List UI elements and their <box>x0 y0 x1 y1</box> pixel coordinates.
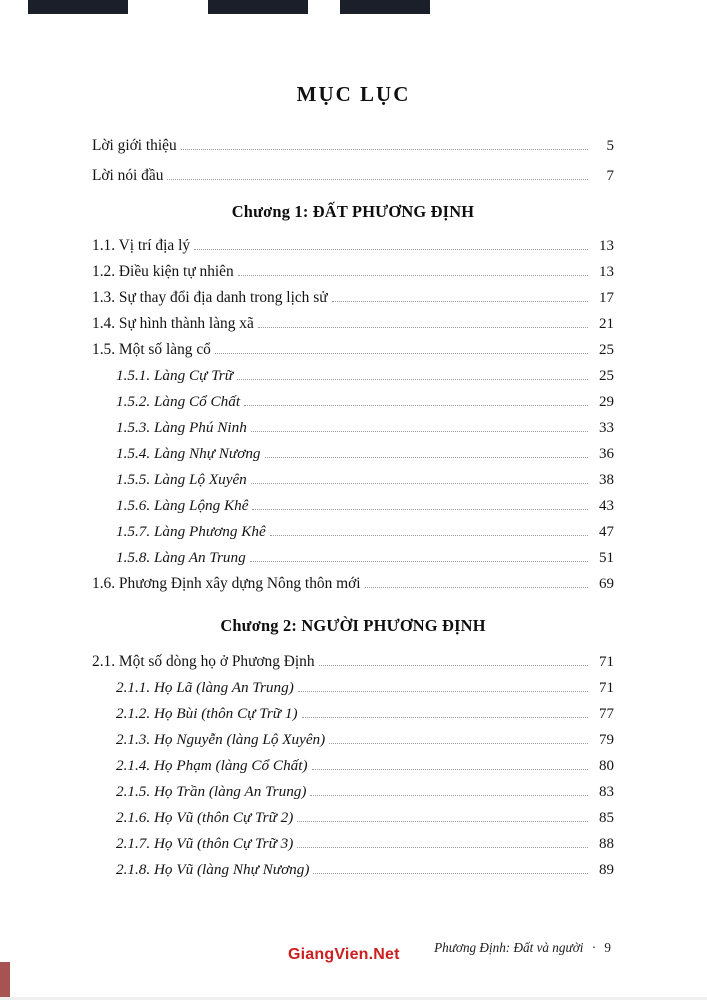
toc-entry-page-number: 13 <box>599 264 614 280</box>
toc-entry[interactable] <box>92 420 614 436</box>
toc-entry[interactable] <box>92 446 614 462</box>
toc-entry-page-number: 21 <box>599 316 614 332</box>
toc-entry[interactable] <box>92 836 614 852</box>
toc-entry-label: 2.1. Một số dòng họ ở Phương Định <box>92 653 315 670</box>
toc-entry[interactable] <box>92 784 614 800</box>
toc-leader-dots <box>310 795 588 796</box>
toc-leader-dots <box>251 483 588 484</box>
toc-entry-label: Lời nói đầu <box>92 167 164 184</box>
toc-leader-dots <box>329 743 588 744</box>
toc-entry-page-number: 88 <box>599 836 614 852</box>
toc-entry-label: 2.1.8. Họ Vũ (làng Nhự Nương) <box>116 861 310 878</box>
toc-entry-label: 1.1. Vị trí địa lý <box>92 237 191 254</box>
toc-entry[interactable] <box>92 394 614 410</box>
toc-entry[interactable] <box>92 316 614 332</box>
toc-entry-label: 1.5.6. Làng Lộng Khê <box>116 497 249 514</box>
toc-entry[interactable] <box>92 524 614 540</box>
toc-entry[interactable] <box>92 290 614 306</box>
toc-entry[interactable] <box>92 680 614 696</box>
toc-entry[interactable] <box>92 168 614 184</box>
toc-leader-dots <box>319 665 588 666</box>
toc-leader-dots <box>258 327 588 328</box>
toc-entry-label: 1.5.8. Làng An Trung <box>116 549 246 566</box>
toc-entry-page-number: 77 <box>599 706 614 722</box>
toc-leader-dots <box>365 587 588 588</box>
toc-entry-page-number: 5 <box>606 138 614 154</box>
toc-entry[interactable] <box>92 576 614 592</box>
toc-entry-page-number: 43 <box>599 498 614 514</box>
toc-entry-page-number: 25 <box>599 342 614 358</box>
toc-leader-dots <box>250 561 588 562</box>
toc-entry-label: 1.6. Phương Định xây dựng Nông thôn mới <box>92 575 361 592</box>
toc-entry-label: 1.5.5. Làng Lộ Xuyên <box>116 471 247 488</box>
toc-entry-page-number: 80 <box>599 758 614 774</box>
toc-entry[interactable] <box>92 264 614 280</box>
toc-entry[interactable] <box>92 810 614 826</box>
toc-entry[interactable] <box>92 862 614 878</box>
toc-entry-page-number: 71 <box>599 680 614 696</box>
toc-leader-dots <box>244 405 588 406</box>
toc-leader-dots <box>251 431 588 432</box>
toc-entry-page-number: 79 <box>599 732 614 748</box>
toc-entry[interactable] <box>92 238 614 254</box>
toc-entry-page-number: 85 <box>599 810 614 826</box>
toc-entry[interactable] <box>92 342 614 358</box>
toc-leader-dots <box>237 379 588 380</box>
toc-leader-dots <box>252 509 588 510</box>
toc-entry[interactable] <box>92 138 614 154</box>
toc-entry-label: 2.1.3. Họ Nguyễn (làng Lộ Xuyên) <box>116 731 326 748</box>
scan-artifact-bottom <box>0 962 10 1000</box>
toc-entry-page-number: 13 <box>599 238 614 254</box>
toc-entry-label: 1.5.3. Làng Phú Ninh <box>116 419 247 436</box>
toc-entry-page-number: 25 <box>599 368 614 384</box>
toc-leader-dots <box>313 873 588 874</box>
toc-entry[interactable] <box>92 732 614 748</box>
toc-entry[interactable] <box>92 498 614 514</box>
toc-entry-page-number: 38 <box>599 472 614 488</box>
toc-entry-label: 2.1.5. Họ Trần (làng An Trung) <box>116 783 307 800</box>
toc-entry[interactable] <box>92 654 614 670</box>
toc-leader-dots <box>332 301 588 302</box>
toc-entry-label: 1.5.4. Làng Nhự Nương <box>116 445 261 462</box>
toc-entry-label: 1.4. Sự hình thành làng xã <box>92 315 254 332</box>
footer-separator: · <box>591 940 597 955</box>
page-title: MỤC LỤC <box>296 82 411 106</box>
toc-leader-dots <box>194 249 588 250</box>
toc-entry-label: 2.1.1. Họ Lã (làng An Trung) <box>116 679 294 696</box>
toc-entry[interactable] <box>92 758 614 774</box>
toc-leader-dots <box>297 847 588 848</box>
toc-entry-label: 2.1.6. Họ Vũ (thôn Cự Trữ 2) <box>116 809 294 826</box>
toc-chapter-heading: Chương 1: ĐẤT PHƯƠNG ĐỊNH <box>231 202 475 221</box>
toc-entry-label: 2.1.2. Họ Bùi (thôn Cự Trữ 1) <box>116 705 298 722</box>
footer-page-number: 9 <box>604 940 611 955</box>
toc-entry-label: 1.3. Sự thay đổi địa danh trong lịch sử <box>92 289 328 306</box>
toc-entry-page-number: 7 <box>606 168 614 184</box>
toc-entry-label: 1.2. Điều kiện tự nhiên <box>92 263 234 280</box>
footer-running-title: Phương Định: Đất và người <box>434 940 584 955</box>
toc-entry-page-number: 89 <box>599 862 614 878</box>
toc-entry[interactable] <box>92 368 614 384</box>
toc-entry-page-number: 83 <box>599 784 614 800</box>
toc-chapter-heading: Chương 2: NGƯỜI PHƯƠNG ĐỊNH <box>220 616 486 635</box>
toc-entry-page-number: 36 <box>599 446 614 462</box>
toc-leader-dots <box>238 275 588 276</box>
toc-entry-page-number: 47 <box>599 524 614 540</box>
toc-leader-dots <box>215 353 588 354</box>
toc-entry[interactable] <box>92 472 614 488</box>
toc-entry-label: Lời giới thiệu <box>92 137 177 154</box>
toc-entry-page-number: 17 <box>599 290 614 306</box>
toc-leader-dots <box>270 535 588 536</box>
toc-leader-dots <box>298 691 588 692</box>
toc-entry-page-number: 29 <box>599 394 614 410</box>
watermark: GiangVien.Net <box>288 946 400 963</box>
toc-entry-page-number: 71 <box>599 654 614 670</box>
table-of-contents <box>92 138 614 888</box>
toc-leader-dots <box>167 179 588 180</box>
toc-leader-dots <box>181 149 588 150</box>
toc-leader-dots <box>297 821 588 822</box>
toc-leader-dots <box>265 457 588 458</box>
toc-entry-label: 1.5. Một số làng cổ <box>92 341 211 358</box>
toc-entry[interactable] <box>92 706 614 722</box>
toc-entry-label: 2.1.7. Họ Vũ (thôn Cự Trữ 3) <box>116 835 294 852</box>
toc-entry-page-number: 51 <box>599 550 614 566</box>
toc-leader-dots <box>312 769 588 770</box>
toc-entry[interactable] <box>92 550 614 566</box>
toc-entry-page-number: 33 <box>599 420 614 436</box>
toc-leader-dots <box>302 717 588 718</box>
toc-entry-label: 1.5.1. Làng Cự Trữ <box>116 367 234 384</box>
toc-entry-label: 2.1.4. Họ Phạm (làng Cổ Chất) <box>116 757 308 774</box>
toc-entry-page-number: 69 <box>599 576 614 592</box>
toc-entry-label: 1.5.2. Làng Cổ Chất <box>116 393 241 410</box>
toc-entry-label: 1.5.7. Làng Phương Khê <box>116 523 266 540</box>
